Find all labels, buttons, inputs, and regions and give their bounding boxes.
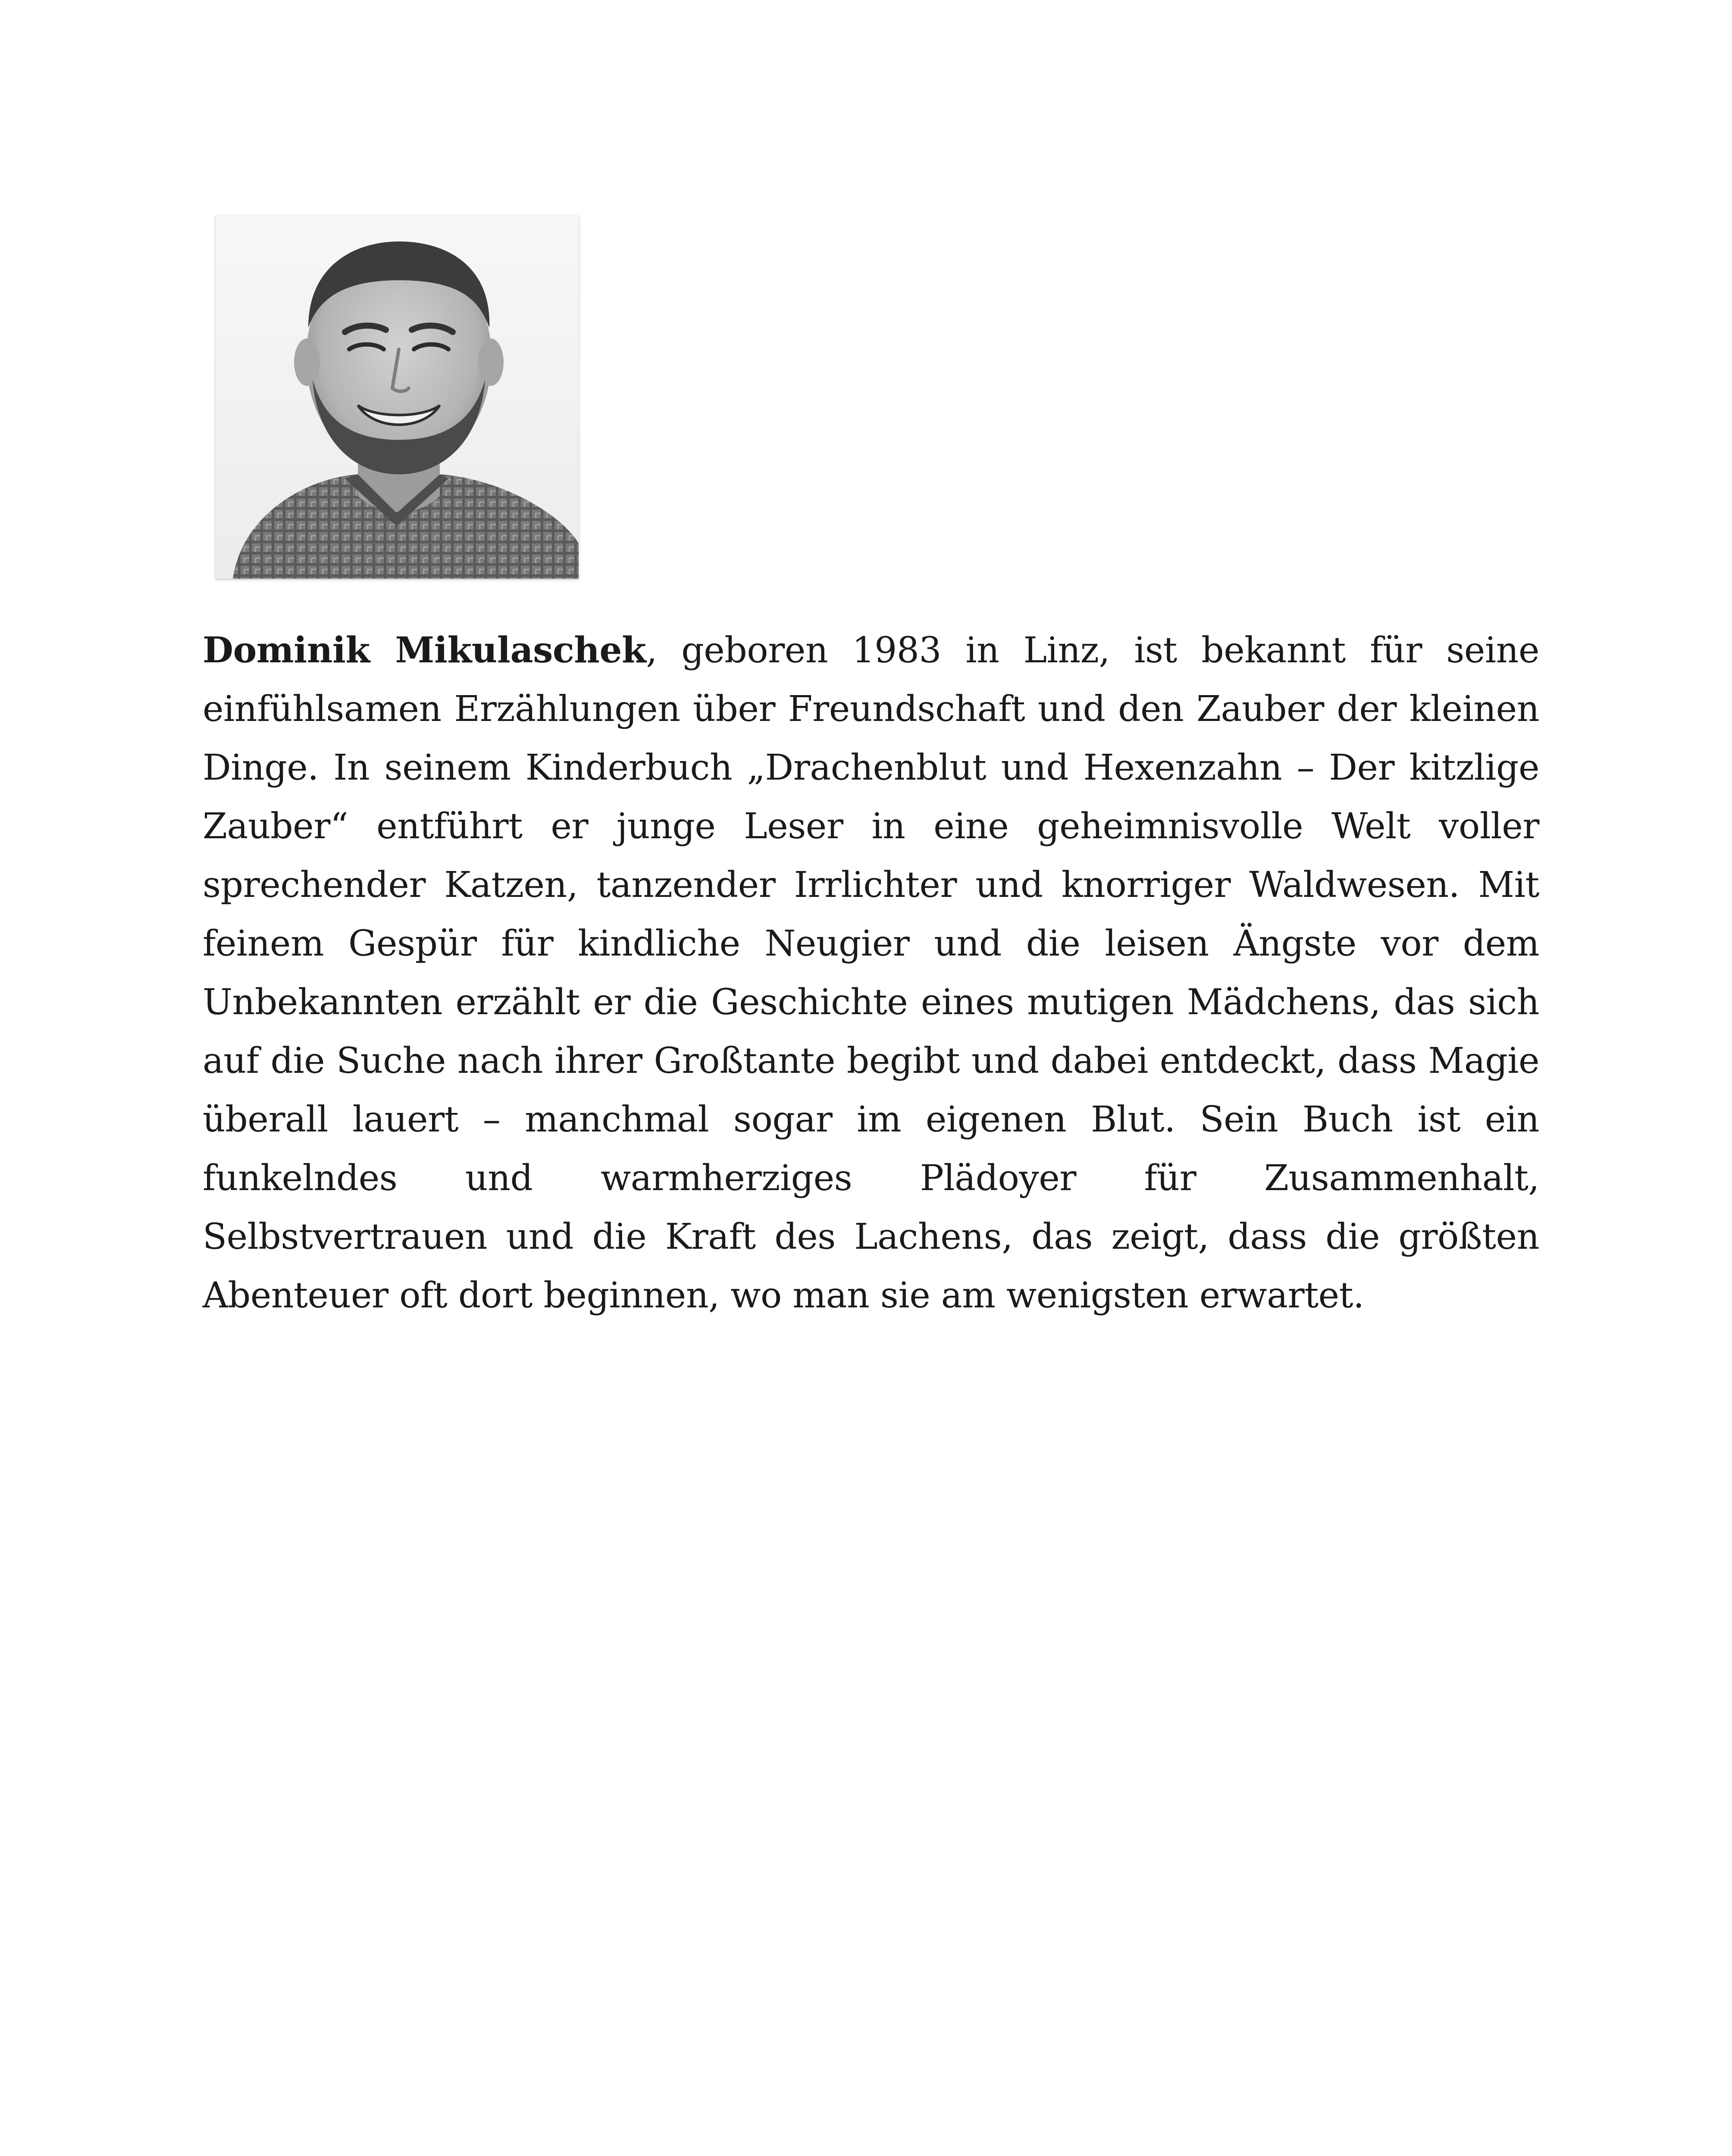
author-name: Dominik Mikulaschek	[203, 630, 646, 671]
author-portrait	[216, 216, 579, 579]
author-bio	[203, 621, 1539, 1325]
author-portrait-image	[216, 216, 579, 579]
bio-text: , geboren 1983 in Linz, ist bekannt für seine einfühlsamen Erzählungen über Freundschaft und den Zauber der kleinen Dinge. In seinem Kinderbuch „Drachenblut und Hexenzahn – Der kitzlige Zauber“ entführt er junge Leser in eine geheimnisvolle Welt voller sprechender Katzen, tanzender Irrlichter und knorriger Waldwesen. Mit feinem Gespür für kindliche Neugier und die leisen Ängste vor dem Unbekannten erzählt er die Geschichte eines mutigen Mädchens, das sich auf die Suche nach ihrer Großtante begibt und dabei entdeckt, dass Magie überall lauert – manchmal sogar im eigenen Blut. Sein Buch ist ein funkelndes und warmherziges Plädoyer für Zusammenhalt, Selbstvertrauen und die Kraft des Lachens, das zeigt, dass die größten Abenteuer oft dort beginnen, wo man sie am wenigsten erwartet.	[203, 630, 1539, 1316]
